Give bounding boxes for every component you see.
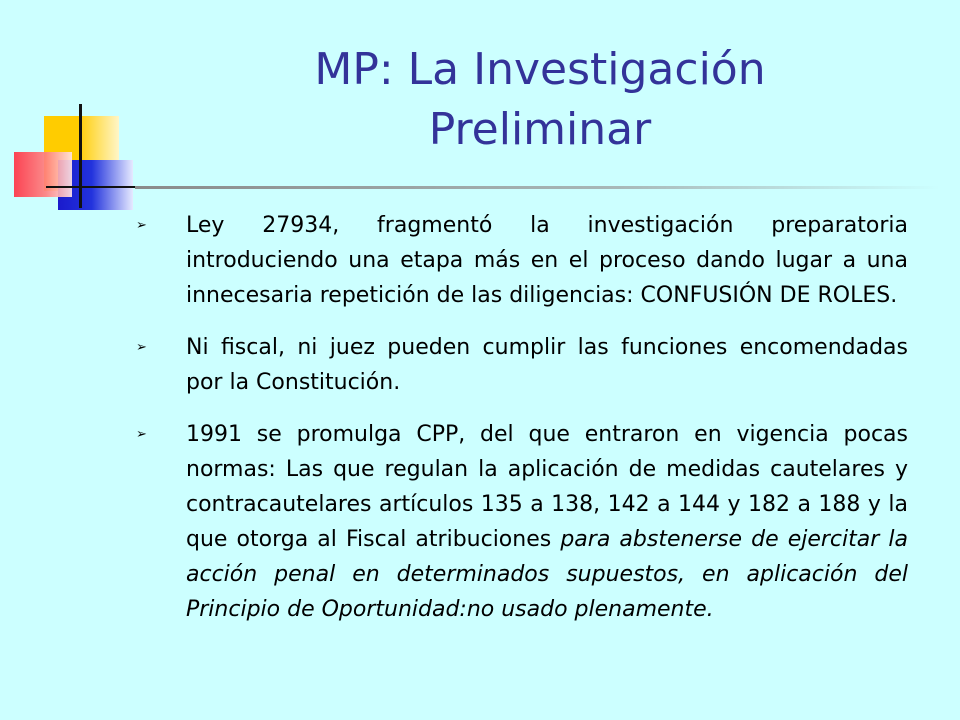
- bullet-text-3: 1991 se promulga CPP, del que entraron en vigencia pocas normas: Las que regulan la aplicación de medidas cautelares y contracautelares artículos 135 a 138, 142 a 144 y 182 a 188 y la que otorga al Fiscal atribuciones: [186, 422, 908, 552]
- bullet-text-3-italic: para abstenerse de ejercitar la acción penal en determinados supuestos, en aplicación del Principio de Oportunidad:no usado plenamente.: [186, 527, 908, 622]
- bullet-text-1: Ley 27934, fragmentó la investigación preparatoria introduciendo una etapa más en el proceso dando lugar a una innecesaria repetición de las diligencias: CONFUSIÓN DE ROLES.: [186, 213, 908, 308]
- arrow-bullet-icon: ➢: [136, 340, 147, 355]
- horizontal-line: [46, 186, 142, 188]
- bullet-item-1: [136, 208, 908, 313]
- bullet-text-2: Ni fiscal, ni juez pueden cumplir las funciones encomendadas por la Constitución.: [186, 335, 908, 395]
- arrow-bullet-icon: ➢: [136, 218, 147, 233]
- vertical-line: [79, 104, 82, 208]
- title-line-1: MP: La Investigación: [314, 44, 766, 95]
- slide-title: [190, 40, 890, 160]
- arrow-bullet-icon: ➢: [136, 427, 147, 442]
- bullet-list: [136, 208, 908, 627]
- bullet-item-2: [136, 330, 908, 400]
- title-line-2: Preliminar: [428, 104, 652, 155]
- red-square: [14, 152, 72, 197]
- bullet-item-3: [136, 417, 908, 627]
- title-divider: [135, 186, 940, 189]
